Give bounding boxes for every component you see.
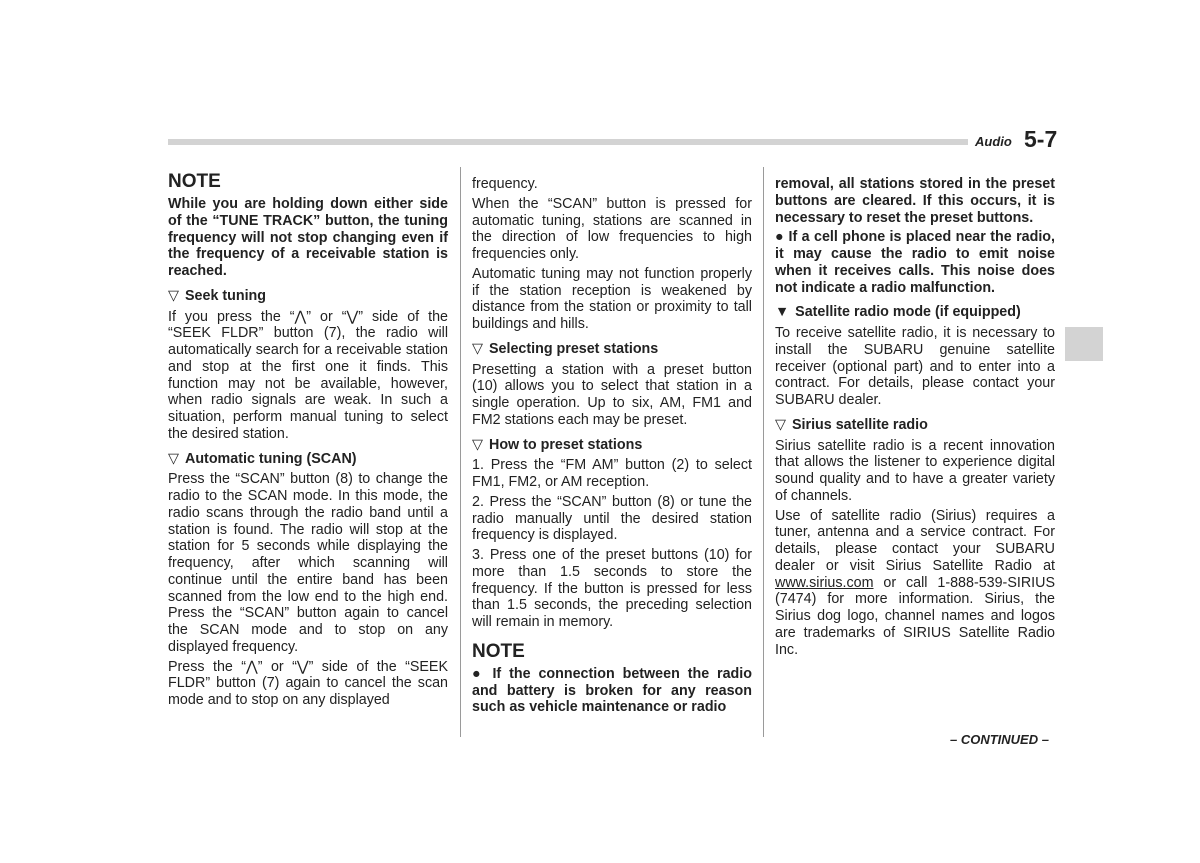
heading-label: Satellite radio mode (if equipped) [795,304,1021,321]
satellite-radio-heading [775,304,1055,321]
header-rule [168,139,968,145]
note-text: ● If a cell phone is placed near the radio, it may cause the radio to emit noise when it receives calls. This noise does not indicate a radio malfunction. [775,229,1055,296]
paragraph [775,508,1055,659]
sirius-heading [775,417,1055,434]
triangle-outline-icon: ▽ [472,340,483,357]
heading-label: Sirius satellite radio [792,416,928,433]
heading-label: Automatic tuning (SCAN) [185,450,357,467]
paragraph: When the “SCAN” button is pressed for automatic tuning, stations are scanned in the direction of low frequencies to high frequencies only. [472,195,752,262]
paragraph: Sirius satellite radio is a recent innovation that allows the listener to experience digital sound quality and to have a greater variety of channels. [775,437,1055,504]
triangle-outline-icon: ▽ [168,287,179,304]
note-text: removal, all stations stored in the preset buttons are cleared. If this occurs, it is necessary to reset the preset buttons. [775,176,1055,226]
continued-label: – CONTINUED – [950,732,1049,747]
note-text: While you are holding down either side of the “TUNE TRACK” button, the tuning frequency will not stop changing even if the frequency of a receivable station is reached. [168,196,448,279]
note-heading: NOTE [472,640,525,662]
chapter-tab [1065,327,1103,361]
text: Use of satellite radio (Sirius) requires a tuner, antenna and a service contract. For details, please contact your SUBARU dealer or visit Sirius Satellite Radio at [775,507,1055,574]
heading-label: How to preset stations [489,436,643,453]
step-item: 1. Press the “FM AM” button (2) to select FM1, FM2, or AM reception. [472,457,752,490]
paragraph: If you press the “⋀” or “⋁” side of the “SEEK FLDR” button (7), the radio will automatically search for a receivable station and stop at the first one it finds. This function may not be available, however, when radio signals are weak. In such a situation, perform manual tuning to select the desired station. [168,308,448,442]
step-item: 2. Press the “SCAN” button (8) or tune the radio manually until the desired station frequency is displayed. [472,493,752,544]
automatic-tuning-heading [168,451,448,468]
triangle-outline-icon: ▽ [775,416,786,433]
paragraph: Automatic tuning may not function properly if the station reception is weakened by distance from the station or proximity to tall buildings and hills. [472,265,752,332]
selecting-preset-heading [472,341,752,358]
column-3 [775,176,1055,661]
column-2 [472,176,752,719]
paragraph: frequency. [472,176,538,192]
paragraph: Press the “SCAN” button (8) to change the radio to the SCAN mode. In this mode, the radio scans through the radio band until a station is found. The radio will stop at the station for 5 seconds while displaying the frequency, after which scanning will continue until the entire band has been scanned from the low end to the high end. Press the “SCAN” button again to cancel the SCAN mode and to stop on any displayed frequency. [168,471,448,655]
paragraph: Press the “⋀” or “⋁” side of the “SEEK FLDR” button (7) again to cancel the scan mode and to stop on any displayed [168,658,448,708]
paragraph: To receive satellite radio, it is necessary to install the SUBARU genuine satellite receiver (optional part) and to enter into a contract. For details, please contact your SUBARU dealer. [775,325,1055,408]
column-1 [168,171,448,712]
column-divider [763,167,764,737]
step-item: 3. Press one of the preset buttons (10) for more than 1.5 seconds to store the frequency. If the button is pressed for less than 1.5 seconds, the preceding selection will remain in memory. [472,547,752,630]
column-divider [460,167,461,737]
heading-label: Selecting preset stations [489,340,659,357]
page-number: 5-7 [1024,126,1058,152]
triangle-outline-icon: ▽ [472,436,483,453]
triangle-filled-icon: ▼ [775,304,790,321]
text: or call 1-888-539-SIRIUS (7474) for more information. Sirius, the Sirius dog logo, channel names and logos are trademarks of SIRIUS Satellite Radio Inc. [775,574,1055,658]
note-text: ● If the connection between the radio and battery is broken for any reason such as vehicle maintenance or radio [472,665,752,716]
triangle-outline-icon: ▽ [168,450,179,467]
sirius-website-link[interactable]: www.sirius.com [775,574,874,591]
how-to-preset-heading [472,437,752,454]
seek-tuning-heading [168,288,448,305]
note-heading: NOTE [168,171,221,192]
paragraph: Presetting a station with a preset button (10) allows you to select that station in a single operation. Up to six, AM, FM1 and FM2 stations each may be preset. [472,361,752,428]
section-title: Audio [975,134,1012,149]
heading-label: Seek tuning [185,287,267,304]
